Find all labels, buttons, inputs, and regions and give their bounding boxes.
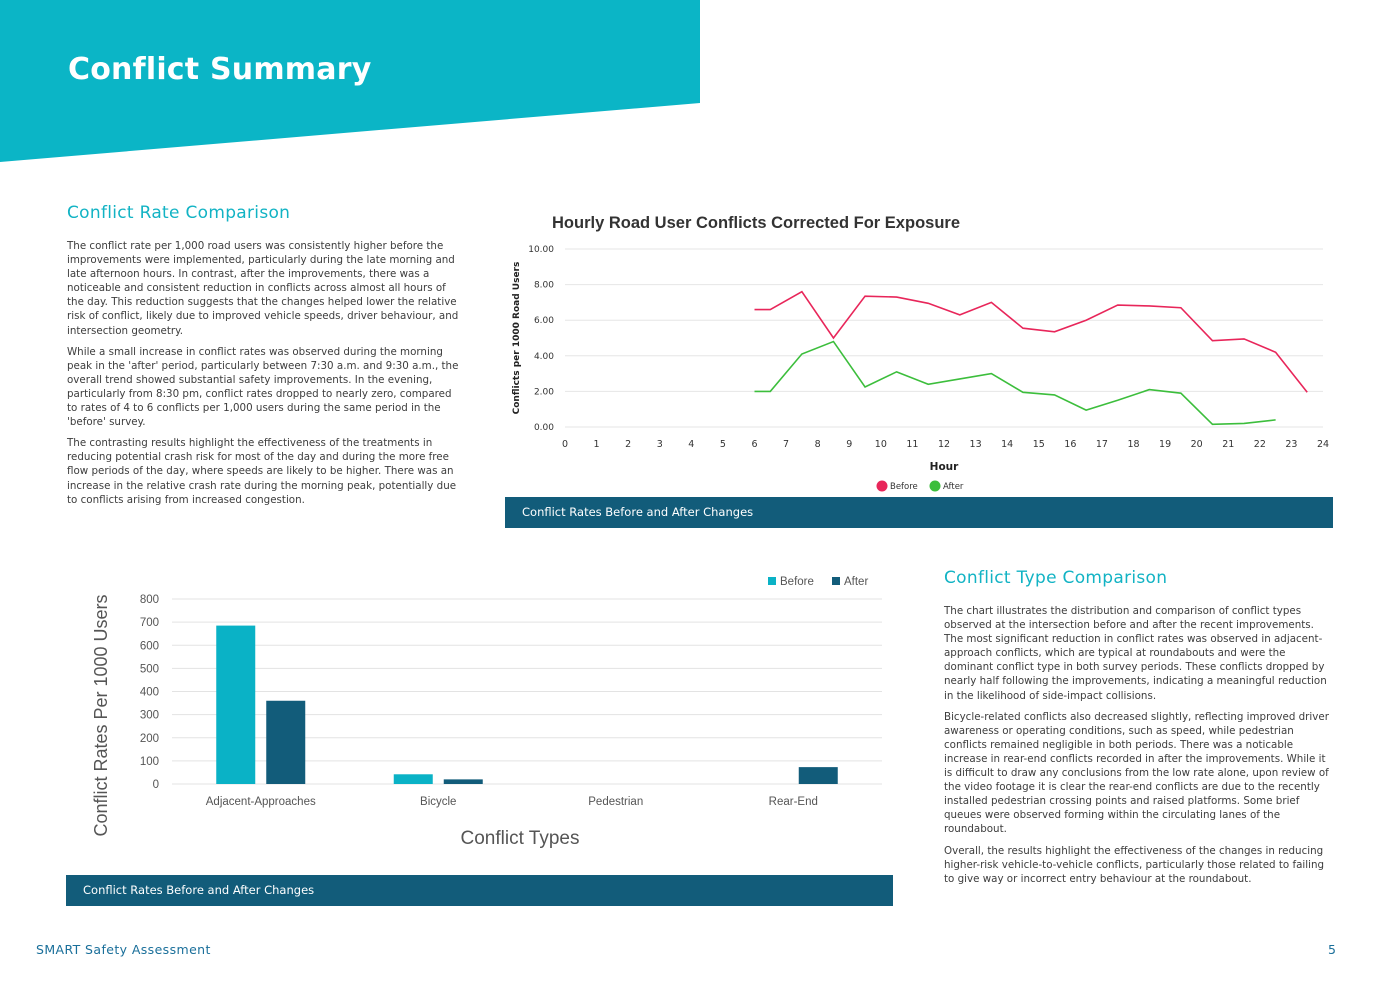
x-axis-label: Hour: [929, 461, 959, 473]
series-line-after: [755, 342, 1276, 425]
bar-chart-caption: Conflict Rates Before and After Changes: [66, 875, 893, 906]
x-tick-label: 12: [937, 439, 951, 450]
y-tick-label: 6.00: [533, 316, 554, 327]
y-tick-label: 8.00: [533, 280, 554, 291]
paragraph: The chart illustrates the distribution and comparison of conflict types observed at the intersection before and after the recent improvements. The most significant reduction in conflict rates was observed in adjacent-approach conflicts, which are typical at roundabouts and were the dominant conflict type in both survey periods. These conflicts dropped by nearly half following the improvements, indicating a meaningful reduction in the likelihood of side-impact collisions.: [944, 605, 1327, 702]
line-chart-caption: Conflict Rates Before and After Changes: [505, 497, 1333, 528]
paragraph: Overall, the results highlight the effectiveness of the changes in reducing higher-risk vehicle-to-vehicle conflicts, particularly those related to failing to give way or incorrect entry behaviour at the roundabout.: [944, 844, 1325, 885]
line-chart: [505, 198, 1333, 528]
series-line-before: [755, 292, 1308, 393]
x-tick-label: 9: [846, 439, 853, 450]
x-tick-label: 17: [1095, 439, 1108, 450]
y-tick-label: 0: [152, 779, 159, 791]
bar-before: [216, 626, 255, 784]
y-tick-label: 10.00: [528, 245, 554, 255]
x-tick-label: 16: [1064, 439, 1077, 450]
x-tick-label: 0: [561, 439, 569, 450]
y-tick-label: 300: [139, 709, 159, 722]
legend-label: After: [943, 482, 964, 492]
x-tick-label: 23: [1285, 439, 1298, 450]
y-tick-label: 2.00: [533, 387, 554, 398]
x-tick-label: 3: [656, 439, 663, 450]
y-tick-label: 700: [139, 617, 159, 630]
y-tick-label: 800: [139, 594, 159, 606]
y-tick-label: 0.00: [533, 423, 554, 433]
x-tick-label: 14: [1001, 439, 1014, 450]
footer-title: SMART Safety Assessment: [36, 942, 211, 957]
bar-after: [266, 701, 305, 784]
paragraph: Bicycle-related conflicts also decreased slightly, reflecting improved driver awareness or operating conditions, such as speed, while pedestrian conflicts remained negligible in both periods. There was a noticable increase in rear-end conflicts recorded in after the improvements. While it is difficult to draw any conclusions from the low rate alone, upon review of the video footage it is clear the rear-end conflicts are due to the recently installed pedestrian crossing points and raised platforms. Some brief queues were observed forming within the circulating lanes of the roundabout.: [944, 710, 1329, 836]
paragraph: The contrasting results highlight the effectiveness of the treatments in reducing potential crash risk for most of the day and during the more free flow periods of the day, where speeds are likely to be higher. There was an increase in the relative crash rate during the morning peak, potentially due to conflicts arising from increased congestion.: [67, 437, 457, 506]
x-tick-label: 22: [1253, 439, 1266, 450]
y-tick-label: 4.00: [533, 351, 554, 362]
category-label: Pedestrian: [588, 796, 644, 808]
x-tick-label: 13: [969, 439, 982, 450]
x-tick-label: 21: [1222, 439, 1235, 450]
legend-label: Before: [890, 482, 918, 492]
legend-marker: [930, 481, 941, 492]
x-tick-label: 1: [593, 439, 600, 450]
legend-label: Before: [780, 576, 814, 588]
y-tick-label: 400: [139, 686, 159, 699]
x-tick-label: 8: [814, 439, 821, 450]
legend-marker: [768, 577, 776, 585]
y-tick-label: 200: [139, 732, 159, 745]
page-title: Conflict Summary: [68, 52, 372, 87]
x-tick-label: 20: [1190, 439, 1203, 450]
legend-label: After: [844, 576, 869, 588]
paragraph: The conflict rate per 1,000 road users was consistently higher before the improvements were implemented, particularly during the late morning and late afternoon hours. In contrast, after the improvements, there was a noticeable and consistent reduction in conflicts across almost all hours of the day. This reduction suggests that the changes helped lower the relative risk of conflict, likely due to improved vehicle speeds, driver behaviour, and intersection geometry.: [67, 240, 459, 337]
y-axis-label: Conflict Rates Per 1000 Users: [91, 594, 111, 837]
x-tick-label: 2: [625, 439, 632, 450]
category-label: Rear-End: [768, 796, 818, 808]
bar-chart: [66, 565, 894, 877]
legend-marker: [832, 577, 840, 585]
conflict-rate-heading: Conflict Rate Comparison: [67, 203, 291, 223]
x-tick-label: 11: [906, 439, 919, 450]
y-tick-label: 500: [139, 663, 159, 676]
x-tick-label: 6: [751, 439, 758, 450]
bar-after: [444, 779, 483, 784]
conflict-rate-text: [67, 239, 462, 514]
y-tick-label: 600: [139, 640, 159, 653]
conflict-type-text: [944, 604, 1336, 893]
x-tick-label: 5: [719, 439, 726, 450]
y-tick-label: 100: [139, 755, 159, 768]
x-tick-label: 4: [688, 439, 695, 450]
category-label: Bicycle: [420, 796, 457, 808]
x-tick-label: 10: [874, 439, 887, 450]
x-tick-label: 24: [1316, 439, 1330, 450]
x-tick-label: 7: [783, 439, 790, 450]
category-label: Adjacent-Approaches: [205, 796, 316, 808]
x-tick-label: 19: [1159, 439, 1172, 450]
bar-before: [394, 774, 433, 784]
y-axis-label: Conflicts per 1000 Road Users: [512, 261, 522, 415]
paragraph: While a small increase in conflict rates was observed during the morning peak in the 'after' period, particularly between 7:30 a.m. and 9:30 a.m., the overall trend showed substantial safety improvements. In the evening, particularly from 8:30 pm, conflict rates dropped to nearly zero, compared to rates of 4 to 6 conflicts per 1,000 users during the same period in the 'before' survey.: [67, 345, 459, 429]
x-tick-label: 15: [1032, 439, 1045, 450]
page-number: 5: [1328, 942, 1336, 957]
bar-after: [799, 767, 838, 784]
conflict-type-heading: Conflict Type Comparison: [944, 568, 1168, 588]
line-chart-svg: [505, 198, 1333, 498]
legend-marker: [877, 481, 888, 492]
x-axis-label: Conflict Types: [460, 828, 580, 849]
x-tick-label: 18: [1127, 439, 1140, 450]
line-chart-title: Hourly Road User Conflicts Corrected For Exposure: [552, 214, 960, 232]
bar-chart-svg: [66, 565, 894, 875]
